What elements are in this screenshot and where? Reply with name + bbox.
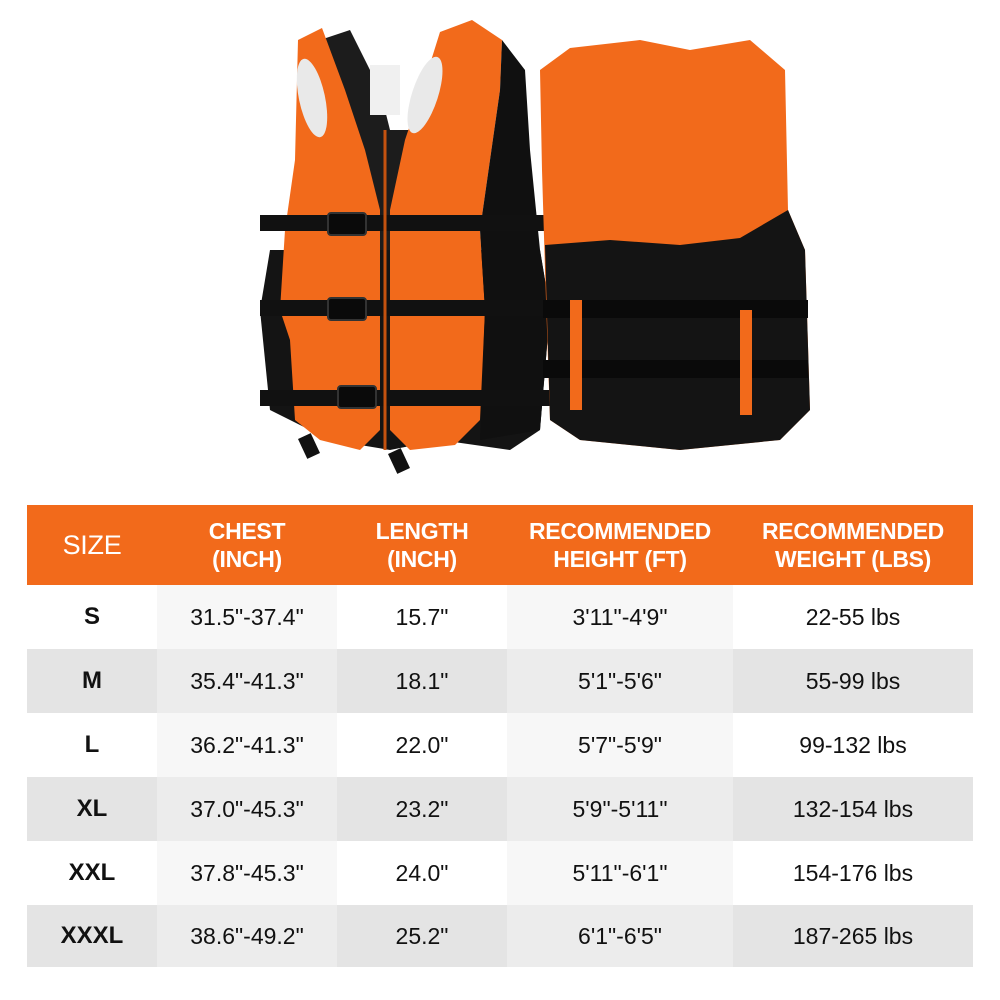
weight-cell: 154-176 lbs [733,841,973,905]
chest-cell: 37.0"-45.3" [157,777,337,841]
size-cell: S [27,585,157,649]
vest-front [260,20,550,474]
life-vest-product-image [240,10,820,480]
size-chart-table [27,505,973,967]
weight-cell: 22-55 lbs [733,585,973,649]
table-row [27,585,973,649]
header-chest-line2: (INCH) [212,546,282,572]
header-weight [733,505,973,585]
chest-cell: 31.5"-37.4" [157,585,337,649]
height-cell: 5'7"-5'9" [507,713,733,777]
length-cell: 25.2" [337,905,507,967]
length-cell: 18.1" [337,649,507,713]
header-weight-line2: WEIGHT (LBS) [774,546,932,572]
table-row [27,649,973,713]
header-height-line2: HEIGHT (FT) [553,546,687,572]
header-height-line1: RECOMMENDED [529,518,711,544]
size-cell: M [27,649,157,713]
header-size: SIZE [27,505,157,585]
header-weight-line1: RECOMMENDED [762,518,944,544]
header-length-line1: LENGTH [375,518,469,544]
table-row [27,905,973,967]
header-length-line2: (INCH) [387,546,457,572]
height-cell: 5'1"-5'6" [507,649,733,713]
header-chest-line1: CHEST [208,518,286,544]
height-cell: 5'11"-6'1" [507,841,733,905]
length-cell: 15.7" [337,585,507,649]
header-height [507,505,733,585]
weight-cell: 187-265 lbs [733,905,973,967]
header-length [337,505,507,585]
vest-back [540,40,810,450]
height-cell: 6'1"-6'5" [507,905,733,967]
size-chart-header-row [27,505,973,585]
chest-cell: 38.6"-49.2" [157,905,337,967]
length-cell: 22.0" [337,713,507,777]
size-cell: XL [27,777,157,841]
height-cell: 3'11"-4'9" [507,585,733,649]
chest-cell: 37.8"-45.3" [157,841,337,905]
table-row [27,713,973,777]
size-cell: L [27,713,157,777]
length-cell: 24.0" [337,841,507,905]
weight-cell: 55-99 lbs [733,649,973,713]
chest-cell: 36.2"-41.3" [157,713,337,777]
table-row [27,841,973,905]
chest-cell: 35.4"-41.3" [157,649,337,713]
size-cell: XXXL [27,905,157,967]
table-row [27,777,973,841]
weight-cell: 99-132 lbs [733,713,973,777]
weight-cell: 132-154 lbs [733,777,973,841]
size-cell: XXL [27,841,157,905]
header-chest [157,505,337,585]
length-cell: 23.2" [337,777,507,841]
height-cell: 5'9"-5'11" [507,777,733,841]
